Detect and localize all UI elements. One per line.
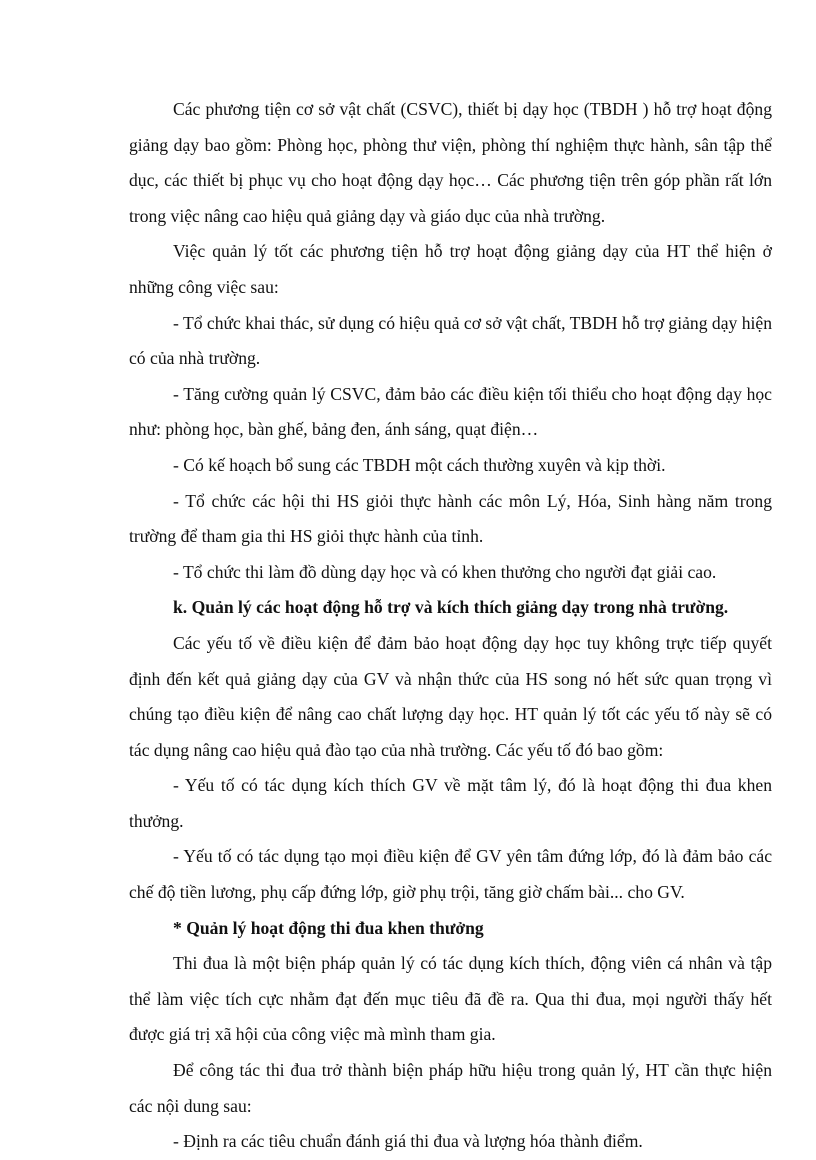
list-item-strengthen-csvc: - Tăng cường quản lý CSVC, đảm bảo các điều kiện tối thiểu cho hoạt động dạy học như: phòng học, bàn ghế, bảng đen, ánh sáng, quạt điện… <box>129 383 772 440</box>
paragraph-conditions: Các yếu tố về điều kiện để đảm bảo hoạt động dạy học tuy không trực tiếp quyết định đến kết quả giảng dạy của GV và nhận thức của HS song nó hết sức quan trọng vì chúng tạo điều kiện để nâng cao chất lượng dạy học. HT quản lý tốt các yếu tố này sẽ có tác dụng nâng cao hiệu quả đào tạo của nhà trường. Các yếu tố đó bao gồm: <box>129 632 772 760</box>
list-item-supplement-tbdh: - Có kế hoạch bổ sung các TBDH một cách thường xuyên và kịp thời. <box>173 454 666 475</box>
list-item-practice-contests: - Tổ chức các hội thi HS giỏi thực hành các môn Lý, Hóa, Sinh hàng năm trong trường để tham gia thi HS giỏi thực hành của tỉnh. <box>129 490 772 547</box>
list-item-emulation-criteria: - Định ra các tiêu chuẩn đánh giá thi đua và lượng hóa thành điểm. <box>173 1131 643 1152</box>
list-item-psychological-factor: - Yếu tố có tác dụng kích thích GV về mặt tâm lý, đó là hoạt động thi đua khen thưởng. <box>129 775 772 831</box>
subsection-heading-emulation: * Quản lý hoạt động thi đua khen thưởng <box>173 917 484 938</box>
paragraph-emulation-requirements: Để công tác thi đua trở thành biện pháp hữu hiệu trong quản lý, HT cần thực hiện các nội dung sau: <box>129 1060 772 1116</box>
paragraph-emulation-definition: Thi đua là một biện pháp quản lý có tác dụng kích thích, động viên cá nhân và tập thể làm việc tích cực nhằm đạt đến mục tiêu đã đề ra. Qua thi đua, mọi người thấy hết được giá trị xã hội của công việc mà mình tham gia. <box>129 953 772 1045</box>
paragraph-management-intro: Việc quản lý tốt các phương tiện hỗ trợ hoạt động giảng dạy của HT thể hiện ở những công việc sau: <box>129 241 772 297</box>
list-item-welfare-factor: - Yếu tố có tác dụng tạo mọi điều kiện để GV yên tâm đứng lớp, đó là đảm bảo các chế độ tiền lương, phụ cấp đứng lớp, giờ phụ trội, tăng giờ chấm bài... cho GV. <box>129 846 772 903</box>
section-heading-k: k. Quản lý các hoạt động hỗ trợ và kích thích giảng dạy trong nhà trường. <box>173 597 729 618</box>
paragraph-csvc-intro: Các phương tiện cơ sở vật chất (CSVC), thiết bị dạy học (TBDH ) hỗ trợ hoạt động giảng dạy bao gồm: Phòng học, phòng thư viện, phòng thí nghiệm thực hành, sân tập thể dục, các thiết bị phục vụ cho hoạt động dạy học… Các phương tiện trên góp phần rất lớn trong việc nâng cao hiệu quả giảng dạy và giáo dục của nhà trường. <box>129 99 772 226</box>
list-item-teaching-aids-contest: - Tổ chức thi làm đồ dùng dạy học và có khen thưởng cho người đạt giải cao. <box>173 561 717 582</box>
list-item-exploit-facilities: - Tổ chức khai thác, sử dụng có hiệu quả cơ sở vật chất, TBDH hỗ trợ giảng dạy hiện có của nhà trường. <box>129 312 772 369</box>
